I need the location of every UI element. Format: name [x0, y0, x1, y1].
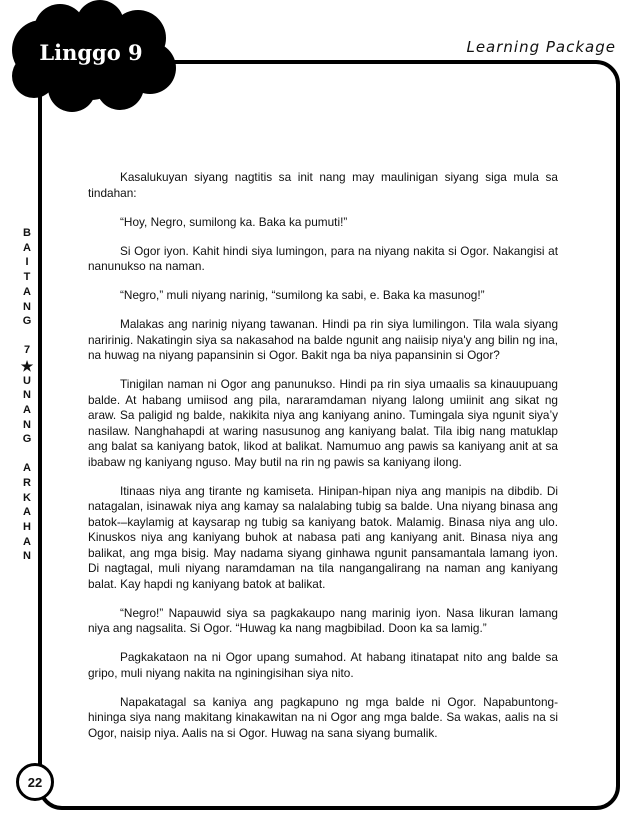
sidebar-letter: I: [25, 256, 29, 269]
star-icon: ★: [20, 357, 34, 374]
paragraph: Itinaas niya ang tirante ng kamiseta. Hinipan-hipan niya ang manipis na dibdib. Di natagalan, isinawak niya ang kamay sa nalalabing tubig sa balde. Una niyang binasa ang batok-–kaylamig at kaysarap ng tubig sa kaniyang batok. Malamig. Binasa niya ang ulo. Kinuskos niya ang kaniyang buhok at nabasa pati ang kaniyang anit. Binasa niya ang balikat, ang mga bisig. May nadama siyang ginhawa ngunit pansamantala lamang iyon. Di nagtagal, muli niyang naramdaman na tila nangangalirang na naman ang kaniyang balat. Kay hapdi ng kaniyang batok at balikat.: [88, 483, 558, 591]
paragraph: Si Ogor iyon. Kahit hindi siya lumingon, para na niyang nakita si Ogor. Nakangisi at nanunukso na naman.: [88, 243, 558, 273]
sidebar-letter: A: [23, 241, 31, 254]
sidebar-letter: G: [22, 315, 32, 328]
sidebar-letter: G: [22, 433, 32, 446]
sidebar-grade-quarter: [16, 226, 38, 564]
sidebar-letter: N: [23, 300, 31, 313]
sidebar-letter: H: [23, 520, 31, 533]
paragraph: “Hoy, Negro, sumilong ka. Baka ka pumuti!”: [120, 214, 348, 229]
sidebar-grade-number: 7: [23, 343, 31, 356]
sidebar-letter: A: [23, 462, 31, 475]
paragraph: Pagkakataon na ni Ogor upang sumahod. At habang itinatapat nito ang balde sa gripo, muli niyang nakita na nginingisihan siya nito.: [88, 650, 558, 680]
sidebar-letter: N: [23, 550, 31, 563]
sidebar-letter: T: [23, 271, 31, 284]
week-title: Linggo 9: [39, 40, 143, 65]
sidebar-letter: A: [23, 404, 31, 417]
sidebar-letter: B: [23, 227, 31, 239]
sidebar-letter: A: [23, 285, 31, 298]
sidebar-letter: A: [23, 506, 31, 519]
sidebar-letter: U: [23, 374, 31, 387]
paragraph: “Negro!” Napauwid siya sa pagkakaupo nang marinig iyon. Nasa likuran lamang niya ang nagsalita. Si Ogor. “Huwag ka nang magbibilad. Doon ka sa lamig.”: [88, 605, 558, 635]
sidebar-letter: R: [23, 476, 31, 489]
sidebar-letter: A: [23, 535, 31, 548]
learning-package-label: Learning Package: [466, 38, 616, 56]
sidebar-letter: N: [23, 389, 31, 402]
paragraph: “Negro,” muli niyang narinig, “sumilong ka sabi, e. Baka ka masunog!”: [120, 288, 485, 302]
paragraph: Napakatagal sa kaniya ang pagkapuno ng mga balde ni Ogor. Napabuntong-hininga siya nang makitang kinakawitan na ni Ogor ang mga balde. Sa wakas, aalis na si Ogor, naisip niya. Aalis na si Ogor. Huwag na sana siyang bumalik.: [88, 694, 558, 740]
paragraph: Kasalukuyan siyang nagtitis sa init nang may maulinigan siyang siga mula sa tindahan:: [88, 170, 558, 200]
paragraph: Tinigilan naman ni Ogor ang panunukso. Hindi pa rin siya umaalis sa kinauupuang balde. At habang umiisod ang pila, nararamdaman niyang lalong umiinit ang sikat ng araw. Sa paligid ng balde, nakikita niya ang kaniyang anino. Tumingala siya ngunit siya’y nasilaw. Nanghahapdi at waring nasusunog ang kaniyang balat. Tila ibig nang matuklap ang balat sa kaniyang batok, likod at balikat. Namumuo ang pawis sa kaniyang anit at sa ibabaw ng kaniyang nguso. May butil na rin ng pawis sa kaniyang ilong.: [88, 377, 558, 469]
paragraph: Malakas ang narinig niyang tawanan. Hindi pa rin siya lumilingon. Tila wala siyang naririnig. Nakatingin siya sa nakasahod na balde ngunit ang naiisip niya'y ang bilin ng ina, na huwag na niyang papansinin si Ogor. Bakit nga ba niya papansinin si Ogor?: [88, 317, 558, 362]
story-text: [88, 170, 558, 755]
page-number: 22: [16, 763, 54, 801]
sidebar-letter: K: [23, 491, 31, 504]
sidebar-letter: N: [23, 418, 31, 431]
